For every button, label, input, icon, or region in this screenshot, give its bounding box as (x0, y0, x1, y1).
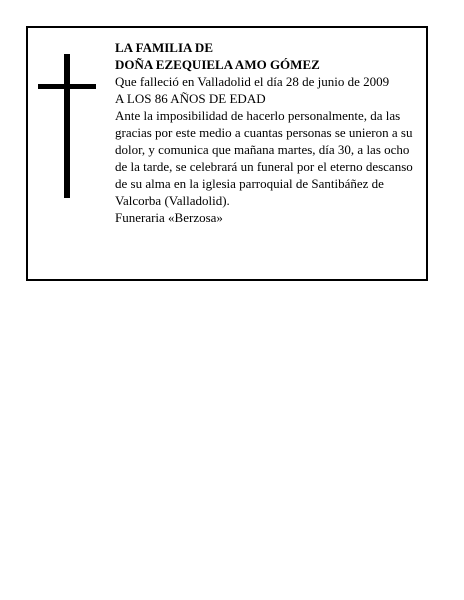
cross-icon (64, 54, 70, 198)
deceased-name: DOÑA EZEQUIELA AMO GÓMEZ (115, 57, 320, 72)
death-details: Que falleció en Valladolid el día 28 de junio de 2009 (115, 74, 390, 89)
cross-icon-bar (38, 84, 96, 89)
obituary-text (115, 39, 415, 226)
funeral-home: Funeraria «Berzosa» (115, 210, 223, 225)
gratitude-message: Ante la imposibilidad de hacerlo personalmente, da las gracias por este medio a cuantas personas se unieron a su dolor, y comunica que mañana martes, día 30, a las ocho de la tarde, se celebrará un funeral por el eterno descanso de su alma en la iglesia parroquial de Santibáñez de Valcorba (Valladolid). (115, 108, 413, 208)
family-heading: LA FAMILIA DE (115, 40, 213, 55)
age-at-death: A LOS 86 AÑOS DE EDAD (115, 91, 266, 106)
